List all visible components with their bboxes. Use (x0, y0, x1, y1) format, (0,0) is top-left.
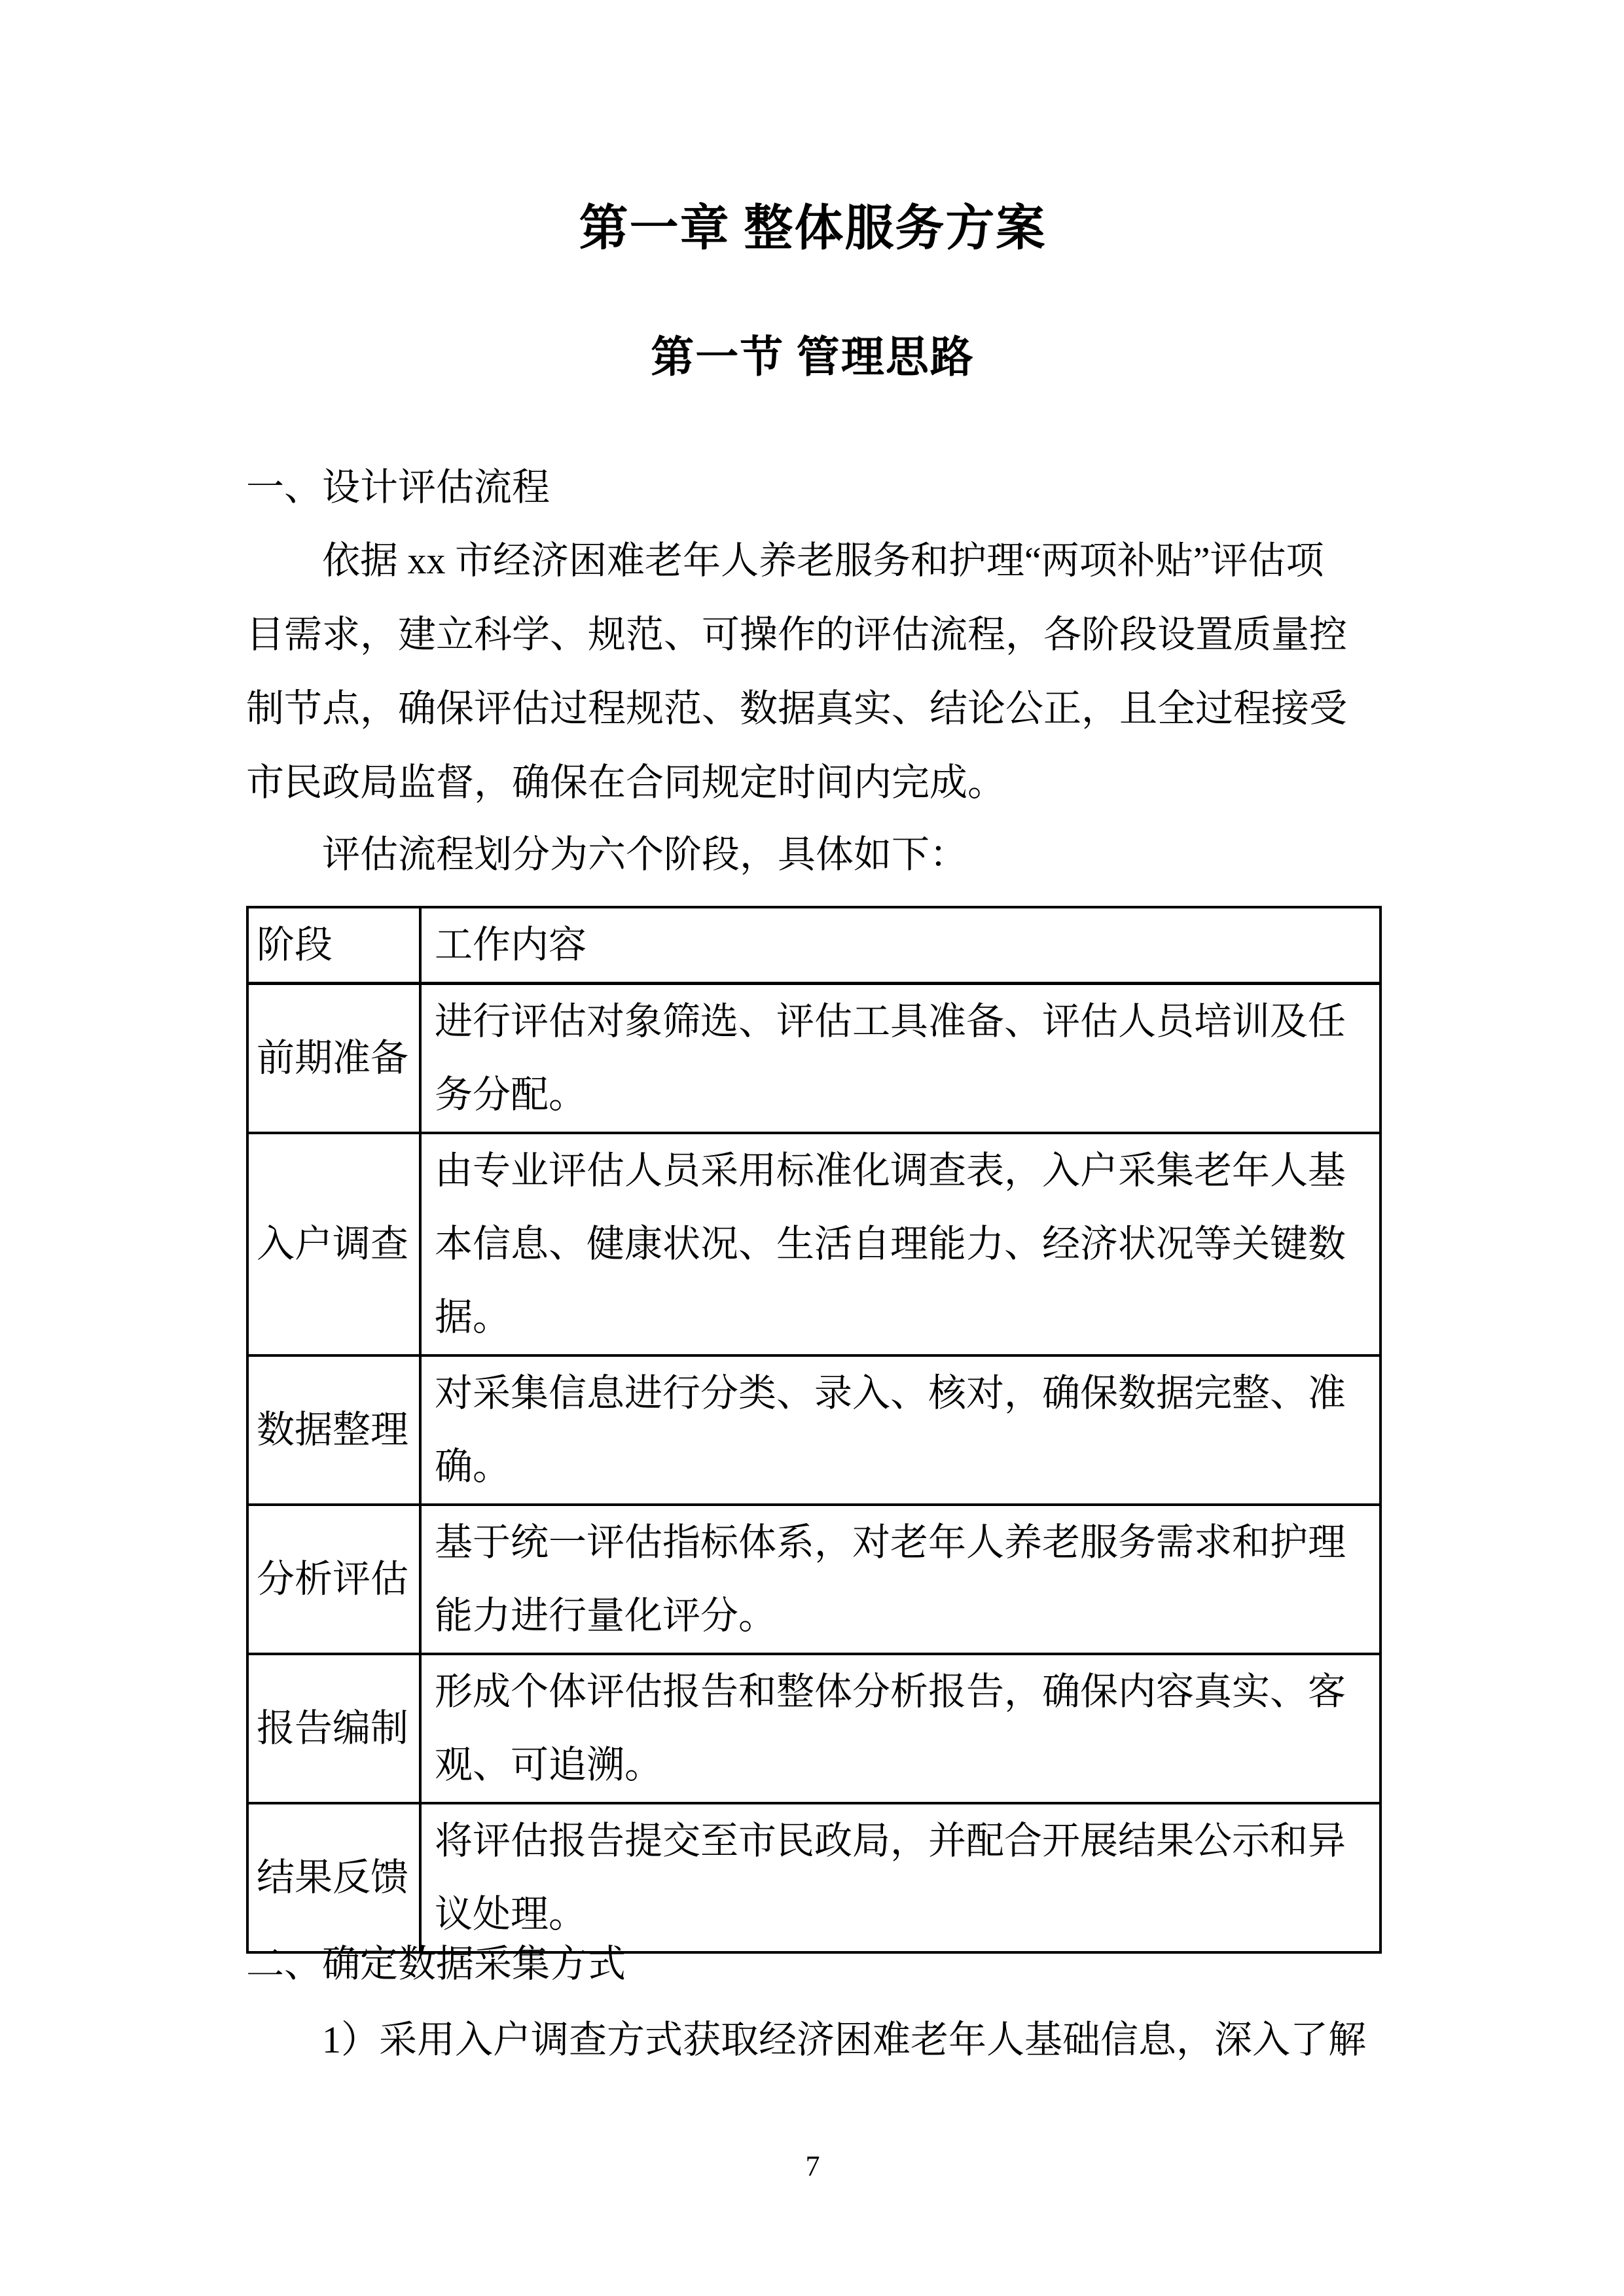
table-cell-stage: 前期准备 (247, 984, 420, 1134)
paragraph-line: 市民政局监督，确保在合同规定时间内完成。 (246, 761, 1006, 804)
table-cell-stage: 入户调查 (247, 1133, 420, 1355)
paragraph-line: 依据 xx 市经济困难老年人养老服务和护理“两项补贴”评估项 (322, 539, 1324, 582)
table-cell-content: 对采集信息进行分类、录入、核对，确保数据完整、准确。 (420, 1355, 1380, 1505)
table-cell-content: 进行评估对象筛选、评估工具准备、评估人员培训及任务分配。 (420, 984, 1380, 1134)
heading-data-collection-method: 二、确定数据采集方式 (246, 1943, 626, 1985)
table-row (247, 1654, 1380, 1803)
paragraph-household-survey: 1）采用入户调查方式获取经济困难老年人基础信息，深入了解 (322, 2018, 1367, 2061)
table-row (247, 984, 1380, 1134)
paragraph-line: 制节点，确保评估过程规范、数据真实、结论公正，且全过程接受 (246, 687, 1348, 730)
table-row (247, 1133, 1380, 1355)
heading-design-evaluation-process: 一、设计评估流程 (246, 466, 550, 509)
table-header-work-content: 工作内容 (420, 907, 1380, 984)
table-cell-content: 形成个体评估报告和整体分析报告，确保内容真实、客观、可追溯。 (420, 1654, 1380, 1803)
table-row (247, 1355, 1380, 1505)
paragraph-line: 目需求，建立科学、规范、可操作的评估流程，各阶段设置质量控 (246, 613, 1348, 656)
paragraph-evaluation-basis (246, 524, 1379, 819)
table-row (247, 1505, 1380, 1654)
table-cell-content: 基于统一评估指标体系，对老年人养老服务需求和护理能力进行量化评分。 (420, 1505, 1380, 1654)
table-cell-stage: 数据整理 (247, 1355, 420, 1505)
chapter-title: 第一章 整体服务方案 (579, 202, 1047, 256)
table-cell-content: 将评估报告提交至市民政局，并配合开展结果公示和异议处理。 (420, 1803, 1380, 1952)
table-cell-content: 由专业评估人员采用标准化调查表，入户采集老年人基本信息、健康状况、生活自理能力、经济状况等关键数据。 (420, 1133, 1380, 1355)
page-number: 7 (805, 2150, 820, 2182)
table-header-stage: 阶段 (247, 907, 420, 984)
table-cell-stage: 结果反馈 (247, 1803, 420, 1952)
section-title: 第一节 管理思路 (651, 334, 975, 382)
evaluation-phases-table (246, 906, 1382, 1954)
table-cell-stage: 报告编制 (247, 1654, 420, 1803)
table-cell-stage: 分析评估 (247, 1505, 420, 1654)
table-header-row (247, 907, 1380, 984)
paragraph-table-intro: 评估流程划分为六个阶段，具体如下： (322, 833, 968, 876)
